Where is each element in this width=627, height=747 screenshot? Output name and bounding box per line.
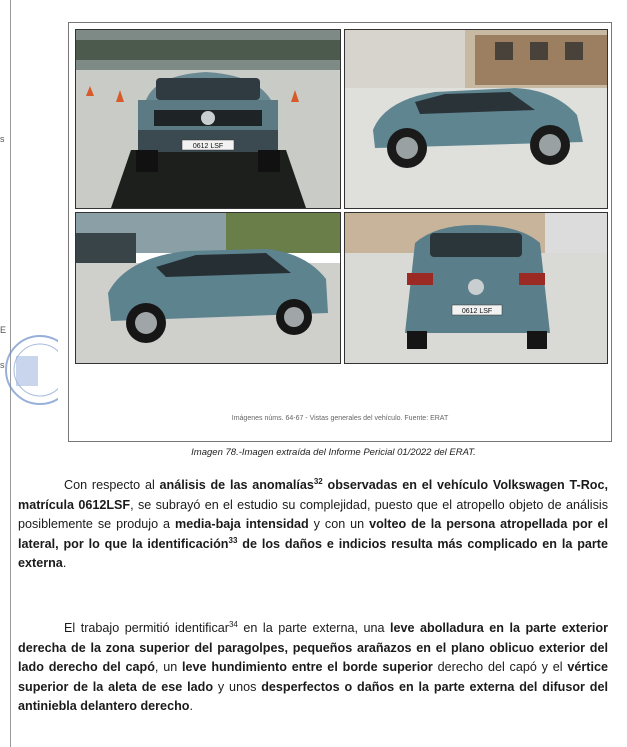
text-run: El trabajo permitió identificar	[64, 621, 229, 635]
plate-text: 0612 LSF	[192, 143, 224, 150]
text-run: Con respecto al	[64, 478, 160, 492]
figure-caption: Imagen 78.-Imagen extraída del Informe Pericial 01/2022 del ERAT.	[191, 447, 476, 458]
paragraph-findings	[18, 619, 608, 717]
official-stamp	[0, 330, 58, 410]
text-run: en la parte externa, una	[237, 621, 390, 635]
text-run: y unos	[213, 679, 262, 694]
text-run: y con un	[308, 517, 370, 532]
text-run: vértice superior de la aleta de ese lado	[18, 660, 609, 694]
photo-left-side-view	[75, 212, 341, 364]
text-run: 34	[228, 619, 238, 629]
text-run: observadas en el vehículo	[322, 478, 493, 492]
paragraph-anomalies	[18, 476, 608, 574]
photo-right-side-view	[344, 29, 608, 209]
text-run: derecho del capó y el	[432, 660, 568, 675]
margin-letter: s	[0, 360, 5, 370]
text-run: de los daños e indicios resulta más complicado en la parte externa	[18, 536, 609, 571]
figure-inner-caption: Imágenes núms. 64-67 - Vistas generales del vehículo. Fuente: ERAT	[231, 415, 449, 422]
text-run: análisis de las anomalías	[159, 478, 314, 492]
text-run: , se subrayó en el estudio su complejidad, puesto que el atropello objeto de análisis posiblemente se produjo a	[18, 497, 608, 532]
text-run: volteo de la persona atropellada por el lateral, por lo que la identificación	[18, 517, 609, 551]
text-run: .	[62, 556, 67, 571]
text-run: 33	[228, 535, 238, 545]
photo-front-view	[75, 29, 341, 209]
text-run: Volkswagen T-Roc, matrícula 0612LSF	[18, 478, 608, 512]
figure-frame	[68, 22, 612, 442]
plate-text: 0612 LSF	[461, 308, 493, 315]
text-run: leve abolladura en la parte exterior derecha de la zona superior del paragolpes, pequeños arañazos en el plano oblicuo exterior del lado derecho del capó	[18, 621, 608, 675]
text-run: , un	[154, 660, 183, 675]
text-run: leve hundimiento entre el borde superior	[182, 660, 433, 675]
text-run: .	[189, 699, 193, 714]
text-run: desperfectos o daños en la parte externa del difusor del antiniebla delantero derecho	[18, 679, 608, 714]
text-run: 32	[313, 476, 323, 486]
margin-letter: s	[0, 134, 5, 144]
photo-rear-view	[344, 212, 608, 364]
margin-letter: E	[0, 325, 7, 335]
text-run: media-baja intensidad	[175, 517, 309, 532]
